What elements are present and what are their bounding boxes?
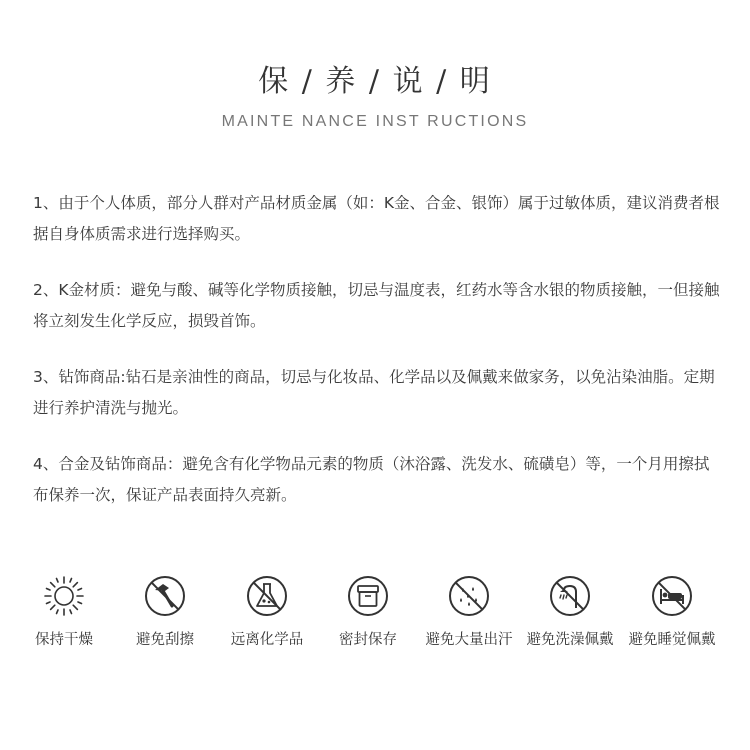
- instruction-paragraph-3: 3、钻饰商品:钻石是亲油性的商品，切忌与化妆品、化学品以及佩戴来做家务，以免沾染油脂。定期进行养护清洗与抛光。: [33, 368, 715, 417]
- care-label: 远离化学品: [230, 632, 304, 648]
- care-item-keep-dry: [14, 574, 114, 649]
- page-title: 保 / 养 / 说 / 明: [258, 64, 492, 99]
- care-item-avoid-sweat: [419, 574, 519, 649]
- no-hammer-icon: [143, 574, 187, 618]
- instructions-list: [33, 188, 723, 536]
- care-item-avoid-sleep: [622, 574, 722, 649]
- no-sleep-icon: [650, 574, 694, 618]
- care-label: 避免睡觉佩戴: [628, 632, 716, 648]
- care-item-no-chemicals: [217, 574, 317, 649]
- care-label: 避免洗澡佩戴: [526, 632, 614, 648]
- care-label: 保持干燥: [35, 632, 93, 648]
- instruction-paragraph-1: 1、由于个人体质，部分人群对产品材质金属（如：K金、合金、银饰）属于过敏体质，建议消费者根据自身体质需求进行选择购买。: [33, 194, 720, 243]
- care-label: 避免刮擦: [136, 632, 194, 648]
- no-shower-icon: [548, 574, 592, 618]
- page-subtitle: MAINTE NANCE INST RUCTIONS: [221, 113, 529, 130]
- no-chemical-flask-icon: [245, 574, 289, 618]
- instruction-paragraph-4: 4、合金及钻饰商品：避免含有化学物品元素的物质（沐浴露、洗发水、硫磺皂）等，一个月用擦拭布保养一次，保证产品表面持久亮新。: [33, 455, 710, 504]
- care-label: 密封保存: [339, 632, 397, 648]
- care-item-avoid-shower: [520, 574, 620, 649]
- instruction-paragraph-2: 2、K金材质：避免与酸、碱等化学物质接触，切忌与温度表，红药水等含水银的物质接触，一但接触将立刻发生化学反应，损毁首饰。: [33, 281, 720, 330]
- sealed-box-icon: [346, 574, 390, 618]
- care-item-sealed-storage: [318, 574, 418, 649]
- care-label: 避免大量出汗: [425, 632, 513, 648]
- no-sweat-icon: [447, 574, 491, 618]
- sun-icon: [42, 574, 86, 618]
- care-item-avoid-scratch: [115, 574, 215, 649]
- care-icons-row: [0, 574, 750, 664]
